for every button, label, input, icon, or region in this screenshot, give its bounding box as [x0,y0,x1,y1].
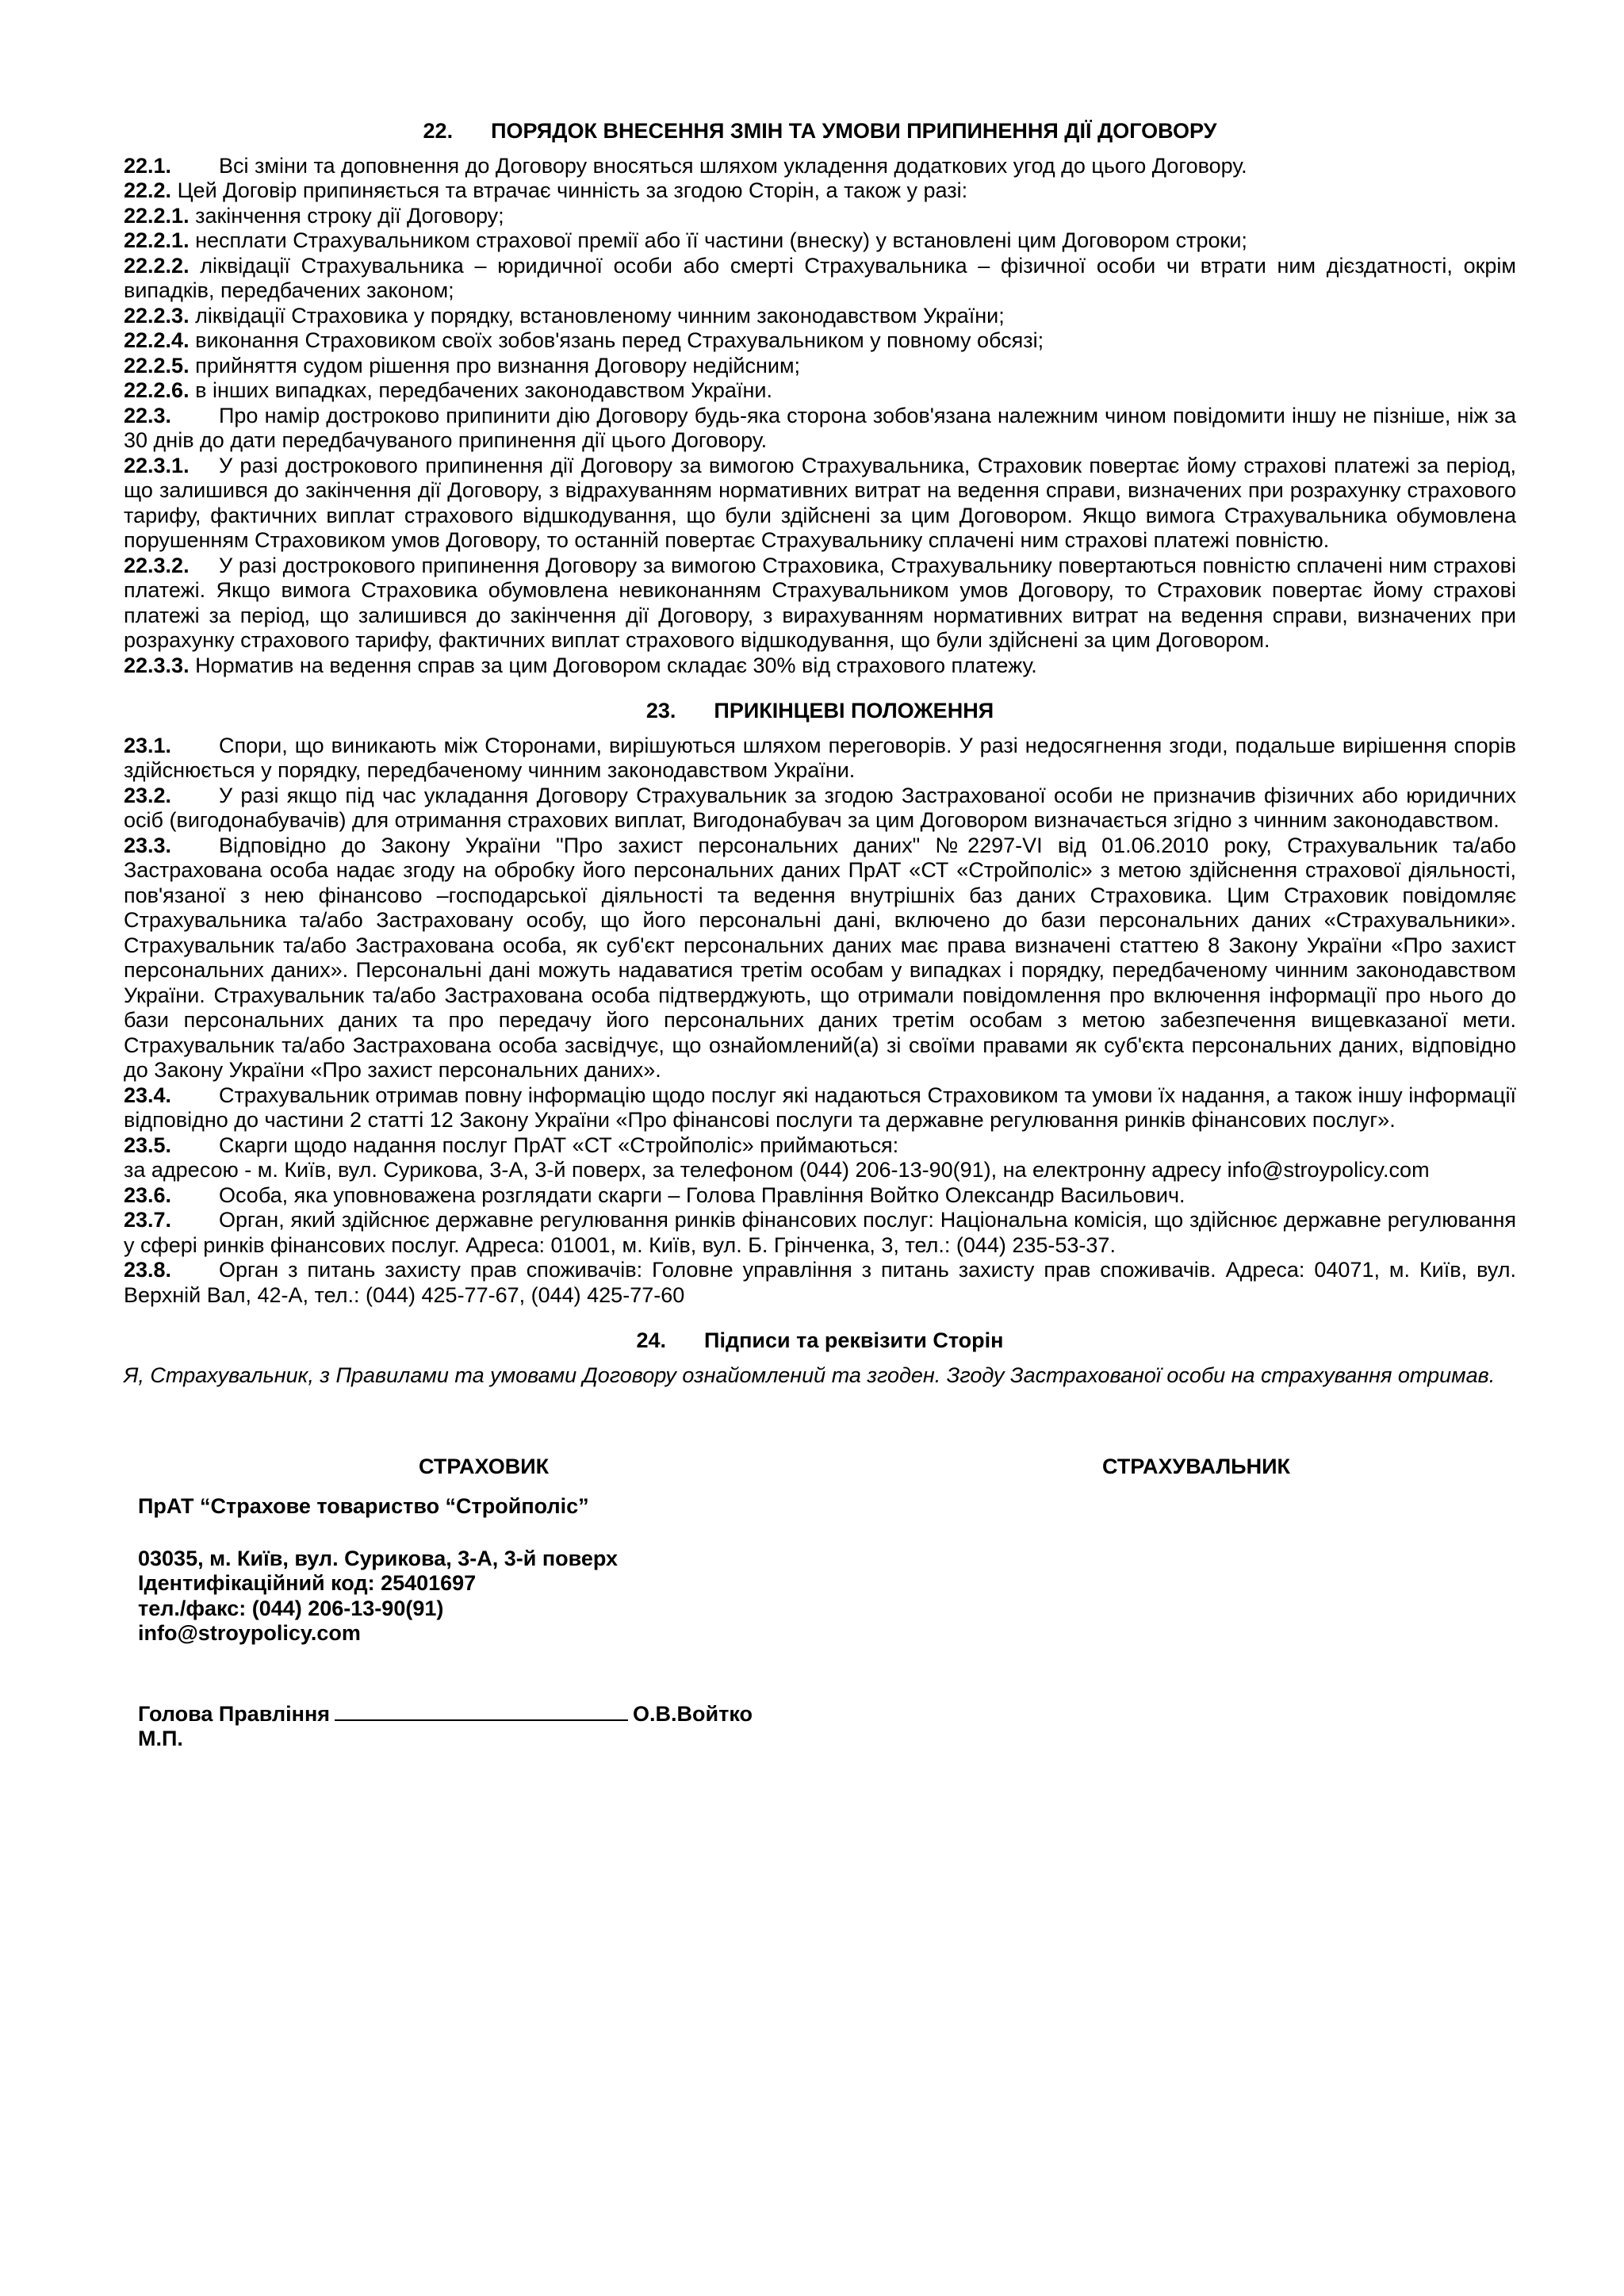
clause-number: 23.2. [124,783,172,807]
clause [124,1183,1516,1209]
clause-number: 23.5. [124,1133,172,1157]
company-phone: тел./факс: (044) 206-13-90(91) [138,1596,444,1620]
clause [124,454,1516,554]
signature-headings [124,1455,1516,1486]
clause-text: Страхувальник отримав повну інформацію щодо послуг які надаються Страховиком та умови їх надання, а також іншу інформації відповідно до частини 2 статті 12 Закону України «Про фінансові послуги та державне регулювання ринків фінансових послуг». [124,1083,1516,1132]
company-address: 03035, м. Київ, вул. Сурикова, 3-А, 3-й поверх [138,1546,619,1570]
clause-number: 22.2.1. [124,203,190,228]
clause [124,404,1516,454]
section-24-title: Підписи та реквізити Сторін [704,1328,1004,1352]
clause [124,654,1516,679]
clause [124,228,1516,254]
clause-number: 22.3.1. [124,453,190,477]
clause [124,784,1516,834]
company-email: info@stroypolicy.com [138,1621,361,1645]
clause [124,554,1516,654]
section-24-number: 24. [636,1328,667,1352]
clause-number: 22.1. [124,153,172,178]
clause-number: 23.8. [124,1258,172,1282]
company-name: ПрАТ “Страхове товариство “Стройполіс” [138,1494,589,1518]
section-22-heading [124,119,1516,144]
clause-number: 22.2.4. [124,328,190,352]
clause-number: 23.6. [124,1182,172,1207]
clause-text: Орган з питань захисту прав споживачів: Головне управління з питань захисту прав споживачів. Адреса: 04071, м. Київ, вул. Верхній Вал, 42-А, тел.: (044) 425-77-67, (044) 425-77-60 [124,1258,1516,1307]
insurer-heading: СТРАХОВИК [419,1455,550,1478]
clause-text: ліквідації Страховика у порядку, встановленому чинним законодавством України; [195,303,1005,328]
clause-text: Особа, яка уповноважена розглядати скарги – Голова Правління Войтко Олександр Васильович. [219,1182,1185,1207]
clause-text: Скарги щодо надання послуг ПрАТ «СТ «Стройполіс» приймаються: [219,1133,899,1157]
clause-number: 22.2.6. [124,378,190,402]
clause [124,304,1516,329]
clause [124,378,1516,404]
head-label: Голова Правління [138,1701,331,1726]
insurer-requisites [138,1494,1516,1752]
section-23-title: ПРИКІНЦЕВІ ПОЛОЖЕННЯ [714,699,994,723]
clause-number: 22.2.2. [124,253,190,278]
clause-number: 23.3. [124,833,172,857]
policyholder-heading: СТРАХУВАЛЬНИК [1102,1455,1290,1478]
clause-number: 23.7. [124,1208,172,1232]
consent-statement: Я, Страхувальник, з Правилами та умовами Договору ознайомлений та згоден. Згоду Застрахованої особи на страхування отримав. [124,1363,1496,1387]
clause [124,834,1516,1083]
clause [124,178,1516,204]
clause [124,154,1516,179]
clause-number: 23.4. [124,1083,172,1107]
section-23-heading [124,699,1516,724]
section-22-list [124,154,1516,679]
clause [124,1158,1516,1183]
clause-text: У разі якщо під час укладання Договору Страхувальник за згодою Застрахованої особи не призначив фізичних або юридичних осіб (вигодонабувачів) для отримання страхових виплат, Вигодонабувач за цим Договором визначається згідно з чинним законодавством. [124,783,1516,832]
clause [124,328,1516,354]
clause-text: Про намір достроково припинити дію Договору будь-яка сторона зобов'язана належним чином повідомити іншу не пізніше, ніж за 30 днів до дати передбачуваного припинення дії цього Договору. [124,403,1516,452]
clause-number: 22.2.1. [124,228,190,252]
clause-text: прийняття судом рішення про визнання Договору недійсним; [195,353,801,378]
clause [124,1258,1516,1308]
clause-text: У разі дострокового припинення Договору за вимогою Страховика, Страхувальнику повертаються повністю сплачені ним страхові платежі. Якщо вимога Страховика обумовлена невиконанням Страхувальником умов Договору, то Страховик повертає йому страхові платежі за період, що залишився до закінчення дії Договору, з вирахуванням нормативних витрат на ведення справи, визначених при розрахунку страхового тарифу, фактичних виплат страхового відшкодування, що були здійснені за цим Договором. [124,553,1516,652]
clause-text: У разі дострокового припинення дії Договору за вимогою Страхувальника, Страховик повертає йому страхові платежі за період, що залишився до закінчення дії Договору, з відрахуванням нормативних витрат на ведення справи, визначених при розрахунку страхового тарифу, фактичних виплат страхового відшкодування, що були здійснені за цим Договором. Якщо вимога Страхувальника обумовлена порушенням Страховиком умов Договору, то останній повертає Страхувальнику сплачені ним страхові платежі повністю. [124,453,1516,552]
clause [124,1133,1516,1159]
section-23-number: 23. [645,699,676,723]
clause-number: 22.2. [124,178,172,202]
clause-number: 22.2.3. [124,303,190,328]
clause-text: закінчення строку дії Договору; [195,203,504,228]
section-24-heading [124,1328,1516,1354]
clause [124,1208,1516,1258]
clause-text: Орган, який здійснює державне регулювання ринків фінансових послуг: Національна комісія, що здійснює державне регулювання у сфері ринків фінансових послуг. Адреса: 01001, м. Київ, вул. Б. Грінченка, 3, тел.: (044) 235-53-37. [124,1208,1516,1257]
company-code: Ідентифікаційний код: 25401697 [138,1571,477,1595]
clause [124,254,1516,304]
head-name: О.В.Войтко [633,1701,753,1726]
clause [124,734,1516,784]
signature-line [138,1700,1516,1727]
clause-number: 22.3.2. [124,553,190,577]
clause [124,204,1516,229]
clause-text: Всі зміни та доповнення до Договору вносяться шляхом укладення додаткових угод до цього Договору. [219,153,1247,178]
clause-text: за адресою - м. Київ, вул. Сурикова, 3-А, 3-й поверх, за телефоном (044) 206-13-90(91), на електронну адресу info@stroypolicy.com [124,1158,1430,1182]
clause-text: несплати Страхувальником страхової премії або її частини (внеску) у встановлені цим Договором строки; [195,228,1247,252]
section-22-number: 22. [423,119,454,143]
clause-number: 23.1. [124,733,172,757]
clause-text: Спори, що виникають між Сторонами, вирішуються шляхом переговорів. У разі недосягнення згоди, подальше вирішення спорів здійснюється у порядку, передбаченому чинним законодавством України. [124,733,1516,782]
clause-text: Норматив на ведення справ за цим Договором складає 30% від страхового платежу. [195,653,1037,677]
clause-text: в інших випадках, передбачених законодавством України. [195,378,772,402]
clause-text: виконання Страховиком своїх зобов'язань перед Страхувальником у повному обсязі; [195,328,1044,352]
clause [124,354,1516,379]
section-22-title: ПОРЯДОК ВНЕСЕННЯ ЗМІН ТА УМОВИ ПРИПИНЕННЯ ДІЇ ДОГОВОРУ [491,119,1217,143]
document-page [124,119,1516,1752]
signature-blank [335,1700,628,1721]
section-23-list [124,734,1516,1309]
clause-text: ліквідації Страхувальника – юридичної особи або смерті Страхувальника – фізичної особи чи втрати ним дієздатності, окрім випадків, передбачених законом; [124,253,1516,302]
clause-number: 22.3. [124,403,172,427]
clause-text: Цей Договір припиняється та втрачає чинність за згодою Сторін, а також у разі: [177,178,968,202]
clause-text: Відповідно до Закону України "Про захист персональних даних" №2297-VI від 01.06.2010 року, Страхувальник та/або Застрахована особа надає згоду на обробку його персональних даних ПрАТ «СТ «Стройполіс» з метою здійснення страхової діяльності, пов'язаної з нею фінансово –господарської діяльності та ведення внутрішніх баз даних Страховика. Цим Страховик повідомляє Страхувальника та/або Застраховану особу, що його персональні дані, включено до бази персональних даних «Страхувальники». Страхувальник та/або Застрахована особа, як суб'єкт персональних даних має права визначені статтею 8 Закону України «Про захист персональних даних». Персональні дані можуть надаватися третім особам у випадках і порядку, передбаченому чинним законодавством України. Страхувальник та/або Застрахована особа підтверджують, що отримали повідомлення про включення інформації про нього до бази персональних даних та про передачу його персональних даних третім особам з метою забезпечення вищевказаної мети. Страхувальник та/або Застрахована особа засвідчує, що ознайомлений(а) зі своїми правами як суб'єкта персональних даних, відповідно до Закону України «Про захист персональних даних». [124,833,1516,1082]
stamp-label: М.П. [138,1727,183,1750]
clause [124,1083,1516,1133]
clause-number: 22.2.5. [124,353,190,378]
clause-number: 22.3.3. [124,653,190,677]
